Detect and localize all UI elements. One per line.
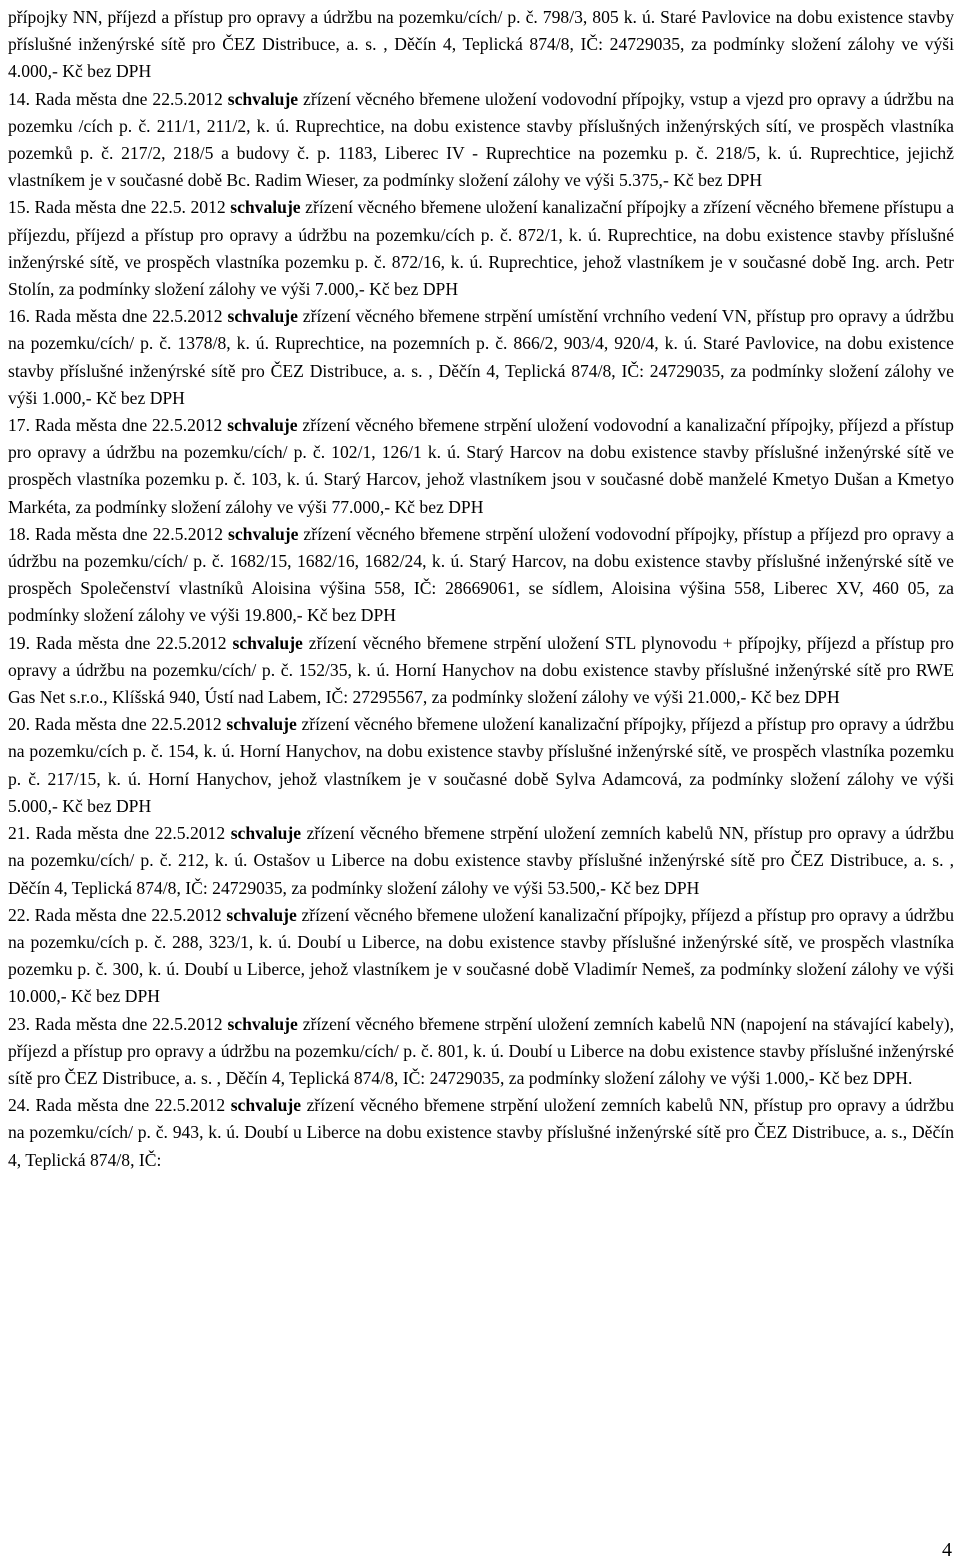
item-verb: schvaluje — [232, 632, 303, 653]
resolution-item-17 — [8, 412, 954, 521]
item-text: zřízení věcného břemene uložení kanalizační přípojky, příjezd a přístup pro opravy a údržbu na pozemku/cích p. č. 154, k. ú. Horní Hanychov, na dobu existence stavby příslušné inženýrské sítě, ve prospěch vlastníka pozemku p. č. 217/15, k. ú. Horní Hanychov, jehož vlastníkem je v současné době Sylva Adamcová, za podmínky složení zálohy ve výši 5.000,- Kč bez DPH — [8, 714, 954, 816]
item-prefix: Rada města dne 22.5.2012 — [30, 904, 227, 925]
item-number: 23. — [8, 1013, 30, 1034]
item-prefix: Rada města dne 22.5.2012 — [30, 523, 229, 544]
item-prefix: Rada města dne 22.5.2012 — [30, 1013, 228, 1034]
item-text: zřízení věcného břemene strpění uložení vodovodní a kanalizační přípojky, příjezd a přístup pro opravy a údržbu na pozemku/cích/ p. č. 102/1, 126/1 k. ú. Starý Harcov na dobu existence stavby příslušné inženýrské sítě ve prospěch vlastníka pozemku p. č. 103, k. ú. Starý Harcov, jehož vlastníkem jsou v současné době manželé Kmetyo Dušan a Kmetyo Markéta, za podmínky složení zálohy ve výši 77.000,- Kč bez DPH — [8, 415, 954, 517]
document-page — [8, 4, 954, 1174]
resolution-item-19 — [8, 630, 954, 712]
item-prefix: Rada města dne 22.5. 2012 — [30, 197, 231, 218]
continuation-paragraph: přípojky NN, příjezd a přístup pro opravy a údržbu na pozemku/cích/ p. č. 798/3, 805 k. ú. Staré Pavlovice na dobu existence stavby příslušné inženýrské sítě pro ČEZ Distribuce, a. s. , Děčín 4, Teplická 874/8, IČ: 24729035, za podmínky složení zálohy ve výši 4.000,- Kč bez DPH — [8, 7, 954, 82]
item-number: 14. — [8, 88, 30, 109]
item-verb: schvaluje — [226, 904, 297, 925]
item-verb: schvaluje — [228, 523, 299, 544]
resolution-item-20 — [8, 711, 954, 820]
item-text: zřízení věcného břemene strpění umístění vrchního vedení VN, přístup pro opravy a údržbu na pozemku/cích/ p. č. 1378/8, k. ú. Ruprechtice, na pozemních p. č. 866/2, 903/4, 920/4, k. ú. Staré Pavlovice, na dobu existence stavby příslušné inženýrské sítě pro ČEZ Distribuce, a. s. , Děčín 4, Teplická 874/8, IČ: 24729035, za podmínky složení zálohy ve výši 1.000,- Kč bez DPH — [8, 306, 954, 408]
item-prefix: Rada města dne 22.5.2012 — [30, 714, 227, 735]
item-number: 16. — [8, 306, 30, 327]
item-verb: schvaluje — [230, 1095, 302, 1116]
resolution-item-21 — [8, 820, 954, 902]
resolution-item-14 — [8, 86, 954, 195]
item-number: 15. — [8, 197, 30, 218]
item-number: 21. — [8, 823, 30, 844]
item-number: 20. — [8, 714, 30, 735]
resolution-item-15 — [8, 194, 954, 303]
resolution-item-18 — [8, 521, 954, 630]
item-verb: schvaluje — [230, 823, 302, 844]
item-text: zřízení věcného břemene strpění uložení vodovodní přípojky, přístup a příjezd pro opravy a údržbu na pozemku/cích/ p. č. 1682/15, 1682/16, 1682/24, k. ú. Starý Harcov, na dobu existence stavby příslušné inženýrské sítě ve prospěch Společenství vlastníků Aloisina výšina 558, IČ: 28669061, se sídlem, Aloisina výšina 558, Liberec XV, 460 05, za podmínky složení zálohy ve výši 19.800,- Kč bez DPH — [8, 523, 954, 626]
item-number: 18. — [8, 523, 30, 544]
item-verb: schvaluje — [227, 306, 298, 327]
item-text: zřízení věcného břemene uložení kanalizační přípojky a zřízení věcného břemene přístupu a příjezdu, příjezd a přístup pro opravy a údržbu na pozemku/cích p. č. 872/1, k. ú. Ruprechtice, na dobu existence stavby příslušné inženýrské sítě, ve prospěch vlastníka pozemku p. č. 872/16, k. ú. Ruprechtice, jehož vlastníkem je v současné době Ing. arch. Petr Stolín, za podmínky složení zálohy ve výši 7.000,- Kč bez DPH — [8, 197, 954, 300]
page-number: 4 — [942, 1539, 952, 1561]
resolution-item-22 — [8, 902, 954, 1011]
item-verb: schvaluje — [226, 714, 297, 735]
item-prefix: Rada města dne 22.5.2012 — [30, 823, 231, 844]
item-verb: schvaluje — [230, 197, 301, 218]
item-prefix: Rada města dne 22.5.2012 — [30, 415, 228, 436]
item-verb: schvaluje — [227, 88, 299, 109]
item-number: 19. — [8, 632, 30, 653]
item-verb: schvaluje — [227, 415, 298, 436]
item-prefix: Rada města dne 22.5.2012 — [30, 88, 228, 109]
resolution-item-16 — [8, 303, 954, 412]
item-text: zřízení věcného břemene strpění uložení STL plynovodu + přípojky, příjezd a přístup pro opravy a údržbu na pozemku/cích/ p. č. 152/35, k. ú. Horní Hanychov na dobu existence stavby příslušné inženýrské sítě pro RWE Gas Net s.r.o., Klíšská 940, Ústí nad Labem, IČ: 27295567, za podmínky složení zálohy ve výši 21.000,- Kč bez DPH — [8, 632, 954, 708]
item-number: 24. — [8, 1095, 30, 1116]
item-text: zřízení věcného břemene strpění uložení zemních kabelů NN (napojení na stávající kabely), příjezd a přístup pro opravy a údržbu na pozemku/cích/ p. č. 801, k. ú. Doubí u Liberce na dobu existence stavby příslušné inženýrské sítě pro ČEZ Distribuce, a. s. , Děčín 4, Teplická 874/8, IČ: 24729035, za podmínky složení zálohy ve výši 1.000,- Kč bez DPH. — [8, 1013, 954, 1088]
item-number: 17. — [8, 415, 30, 436]
resolution-item-24 — [8, 1092, 954, 1174]
item-text: zřízení věcného břemene strpění uložení zemních kabelů NN, přístup pro opravy a údržbu na pozemku/cích/ p. č. 212, k. ú. Ostašov u Liberce na dobu existence stavby příslušné inženýrské sítě pro ČEZ Distribuce, a. s. , Děčín 4, Teplická 874/8, IČ: 24729035, za podmínky složení zálohy ve výši 53.500,- Kč bez DPH — [8, 823, 954, 898]
item-number: 22. — [8, 904, 30, 925]
item-prefix: Rada města dne 22.5.2012 — [30, 1095, 231, 1116]
item-prefix: Rada města dne 22.5.2012 — [30, 306, 228, 327]
resolution-item-23 — [8, 1011, 954, 1093]
item-prefix: Rada města dne 22.5.2012 — [30, 632, 233, 653]
item-verb: schvaluje — [227, 1013, 298, 1034]
item-text: zřízení věcného břemene strpění uložení zemních kabelů NN, přístup pro opravy a údržbu na pozemku/cích/ p. č. 943, k. ú. Doubí u Liberce na dobu existence stavby příslušné inženýrské sítě pro ČEZ Distribuce, a. s., Děčín 4, Teplická 874/8, IČ: — [8, 1095, 954, 1170]
item-text: zřízení věcného břemene uložení kanalizační přípojky, příjezd a přístup pro opravy a údržbu na pozemku/cích p. č. 288, 323/1, k. ú. Doubí u Liberce, na dobu existence stavby příslušné inženýrské sítě, ve prospěch vlastníka pozemku p. č. 300, k. ú. Doubí u Liberce, jehož vlastníkem je v současné době Vladimír Nemeš, za podmínky složení zálohy ve výši 10.000,- Kč bez DPH — [8, 904, 954, 1007]
item-text: zřízení věcného břemene uložení vodovodní přípojky, vstup a vjezd pro opravy a údržbu na pozemku /cích p. č. 211/1, 211/2, k. ú. Ruprechtice, na dobu existence stavby příslušných inženýrských sítí, ve prospěch vlastníka pozemků p. č. 217/2, 218/5 a budovy č. p. 1183, Liberec IV - Ruprechtice na pozemku p. č. 218/5, k. ú. Ruprechtice, jejichž vlastníkem je v současné době Bc. Radim Wieser, za podmínky složení zálohy ve výši 5.375,- Kč bez DPH — [8, 88, 954, 191]
